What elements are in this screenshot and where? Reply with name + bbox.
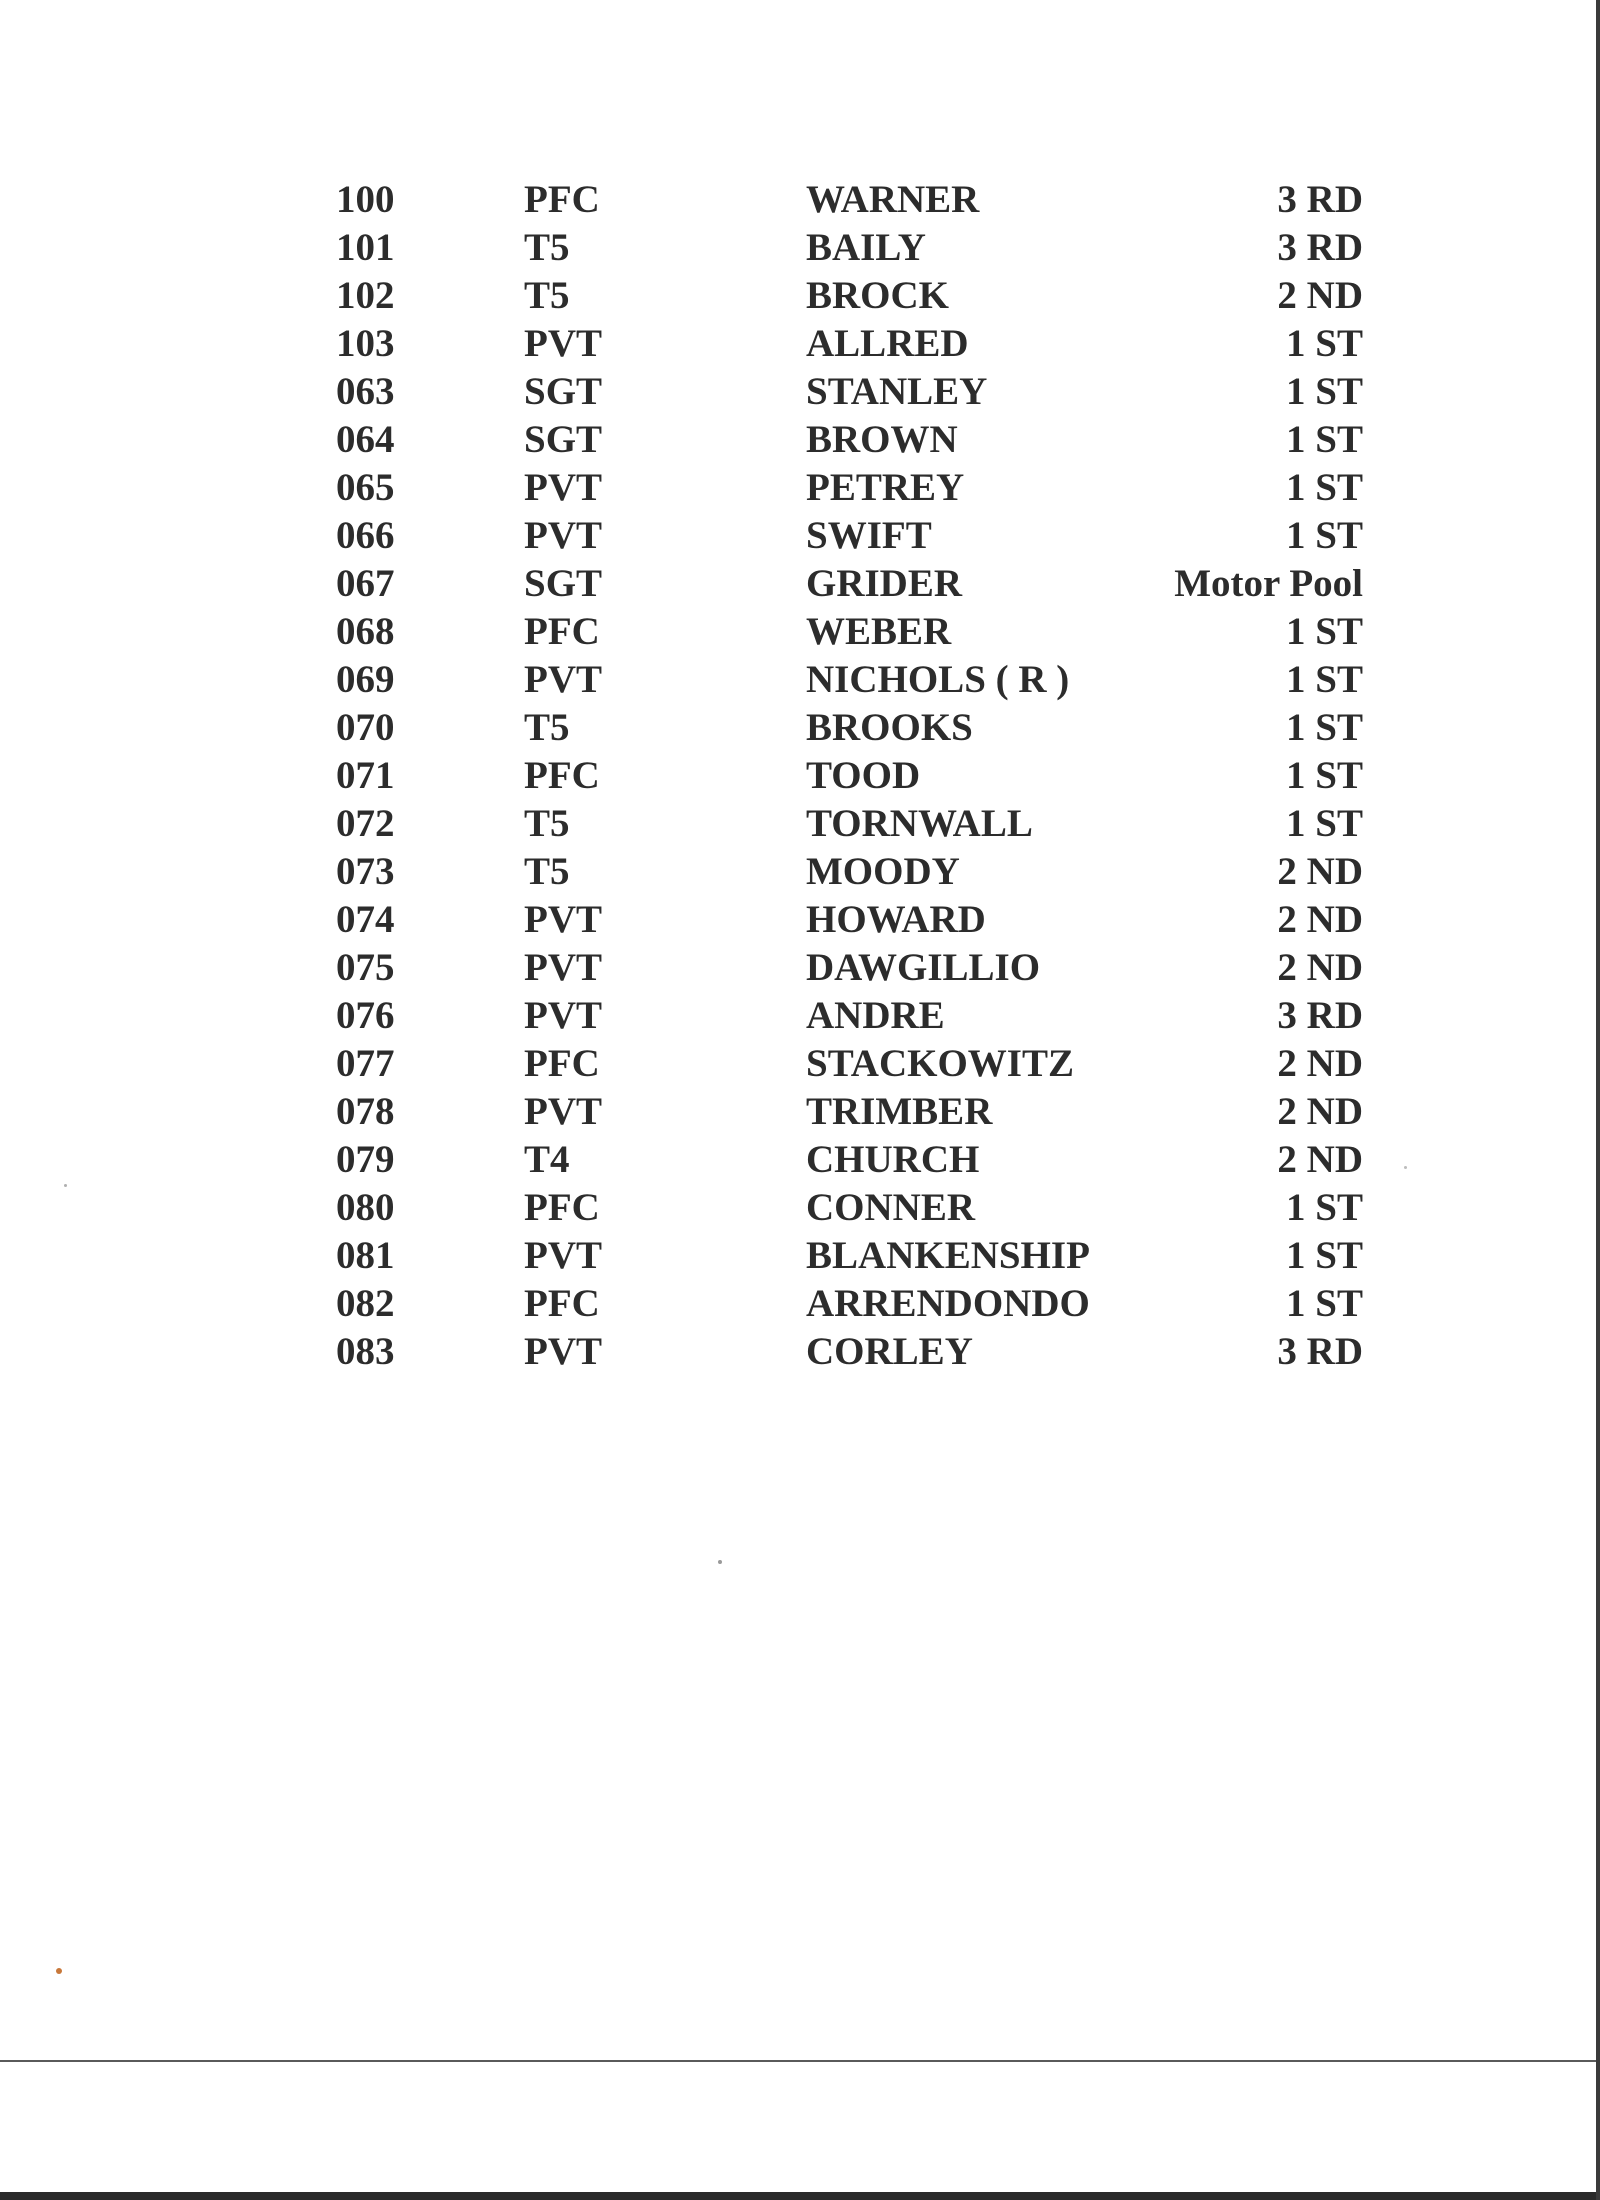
- roster-number: 068: [336, 610, 395, 653]
- roster-name: WARNER: [806, 178, 980, 221]
- roster-platoon: 1 ST: [1286, 514, 1363, 557]
- roster-rank: T5: [524, 706, 570, 749]
- roster-rank: PVT: [524, 322, 602, 365]
- roster-row: [0, 608, 1600, 656]
- roster-platoon: 2 ND: [1277, 898, 1363, 941]
- roster-rank: PVT: [524, 898, 602, 941]
- roster-number: 071: [336, 754, 395, 797]
- roster-name: TORNWALL: [806, 802, 1033, 845]
- roster-rank: PVT: [524, 466, 602, 509]
- roster-row: [0, 560, 1600, 608]
- roster-number: 079: [336, 1138, 395, 1181]
- roster-rank: PFC: [524, 178, 600, 221]
- scan-speck: [56, 1968, 62, 1974]
- roster-number: 102: [336, 274, 395, 317]
- roster-name: GRIDER: [806, 562, 963, 605]
- roster-row: [0, 1040, 1600, 1088]
- roster-name: DAWGILLIO: [806, 946, 1041, 989]
- roster-rank: PVT: [524, 994, 602, 1037]
- roster-name: PETREY: [806, 466, 965, 509]
- roster-row: [0, 272, 1600, 320]
- roster-row: [0, 1232, 1600, 1280]
- roster-platoon: 1 ST: [1286, 658, 1363, 701]
- roster-platoon: 2 ND: [1277, 1138, 1363, 1181]
- roster-row: [0, 416, 1600, 464]
- roster-rank: T5: [524, 802, 570, 845]
- roster-rank: PVT: [524, 1234, 602, 1277]
- roster-platoon: 2 ND: [1277, 946, 1363, 989]
- roster-name: SWIFT: [806, 514, 932, 557]
- roster-row: [0, 1184, 1600, 1232]
- roster-rank: T5: [524, 226, 570, 269]
- roster-rank: PVT: [524, 1330, 602, 1373]
- roster-row: [0, 704, 1600, 752]
- roster-name: TRIMBER: [806, 1090, 993, 1133]
- roster-name: STACKOWITZ: [806, 1042, 1075, 1085]
- roster-number: 074: [336, 898, 395, 941]
- roster-number: 072: [336, 802, 395, 845]
- roster-row: [0, 896, 1600, 944]
- roster-name: BLANKENSHIP: [806, 1234, 1090, 1277]
- scan-speck: [64, 1184, 67, 1187]
- roster-platoon: 1 ST: [1286, 706, 1363, 749]
- roster-number: 064: [336, 418, 395, 461]
- scan-speck: [1404, 1166, 1407, 1169]
- roster-number: 078: [336, 1090, 395, 1133]
- roster-row: [0, 1328, 1600, 1376]
- scan-right-edge: [1596, 0, 1600, 2200]
- scan-speck: [718, 1560, 722, 1564]
- roster-row: [0, 800, 1600, 848]
- roster-rank: PFC: [524, 610, 600, 653]
- roster-name: ANDRE: [806, 994, 945, 1037]
- roster-number: 101: [336, 226, 395, 269]
- roster-number: 083: [336, 1330, 395, 1373]
- roster-platoon: 2 ND: [1277, 850, 1363, 893]
- roster-row: [0, 656, 1600, 704]
- roster-name: CONNER: [806, 1186, 976, 1229]
- roster-platoon: 1 ST: [1286, 418, 1363, 461]
- roster-rank: T5: [524, 850, 570, 893]
- roster-row: [0, 1088, 1600, 1136]
- roster-platoon: 3 RD: [1277, 226, 1363, 269]
- roster-row: [0, 992, 1600, 1040]
- roster-name: BROCK: [806, 274, 950, 317]
- roster-row: [0, 1280, 1600, 1328]
- roster-rank: SGT: [524, 370, 603, 413]
- roster-name: ARRENDONDO: [806, 1282, 1090, 1325]
- roster-platoon: 3 RD: [1277, 178, 1363, 221]
- roster-platoon: 1 ST: [1286, 322, 1363, 365]
- roster-number: 073: [336, 850, 395, 893]
- roster-number: 100: [336, 178, 395, 221]
- roster-platoon: 1 ST: [1286, 1186, 1363, 1229]
- roster-number: 076: [336, 994, 395, 1037]
- roster-row: [0, 368, 1600, 416]
- roster-rank: PVT: [524, 946, 602, 989]
- roster-row: [0, 224, 1600, 272]
- roster-number: 069: [336, 658, 395, 701]
- roster-rank: PFC: [524, 754, 600, 797]
- roster-platoon: 1 ST: [1286, 802, 1363, 845]
- roster-rank: PVT: [524, 658, 602, 701]
- roster-number: 103: [336, 322, 395, 365]
- roster-number: 063: [336, 370, 395, 413]
- roster-rank: PVT: [524, 514, 602, 557]
- roster-rank: PFC: [524, 1282, 600, 1325]
- roster-row: [0, 176, 1600, 224]
- roster-rank: T4: [524, 1138, 570, 1181]
- roster-row: [0, 944, 1600, 992]
- roster-name: WEBER: [806, 610, 952, 653]
- scan-bottom-edge: [0, 2192, 1600, 2200]
- roster-number: 082: [336, 1282, 395, 1325]
- roster-row: [0, 1136, 1600, 1184]
- roster-name: CHURCH: [806, 1138, 980, 1181]
- roster-number: 080: [336, 1186, 395, 1229]
- roster-row: [0, 320, 1600, 368]
- roster-rank: SGT: [524, 562, 603, 605]
- scan-fold-line: [0, 2060, 1600, 2062]
- roster-number: 065: [336, 466, 395, 509]
- roster-number: 077: [336, 1042, 395, 1085]
- roster-number: 081: [336, 1234, 395, 1277]
- roster-rank: SGT: [524, 418, 603, 461]
- roster-name: BAILY: [806, 226, 926, 269]
- roster-row: [0, 512, 1600, 560]
- roster-number: 067: [336, 562, 395, 605]
- roster-name: BROWN: [806, 418, 958, 461]
- roster-rank: PFC: [524, 1186, 600, 1229]
- roster-platoon: 1 ST: [1286, 754, 1363, 797]
- roster-row: [0, 464, 1600, 512]
- roster-name: BROOKS: [806, 706, 973, 749]
- roster-name: ALLRED: [806, 322, 969, 365]
- roster-name: STANLEY: [806, 370, 988, 413]
- roster-row: [0, 848, 1600, 896]
- roster-platoon: 1 ST: [1286, 466, 1363, 509]
- roster-platoon: 1 ST: [1286, 1282, 1363, 1325]
- roster-number: 075: [336, 946, 395, 989]
- roster-name: CORLEY: [806, 1330, 973, 1373]
- roster-platoon: 1 ST: [1286, 1234, 1363, 1277]
- roster-platoon: 2 ND: [1277, 1090, 1363, 1133]
- roster-row: [0, 752, 1600, 800]
- roster-platoon: 3 RD: [1277, 994, 1363, 1037]
- roster-name: TOOD: [806, 754, 921, 797]
- roster-rank: PVT: [524, 1090, 602, 1133]
- roster-platoon: 1 ST: [1286, 610, 1363, 653]
- roster-platoon: 1 ST: [1286, 370, 1363, 413]
- roster-rank: PFC: [524, 1042, 600, 1085]
- roster-platoon: 2 ND: [1277, 274, 1363, 317]
- roster-platoon: Motor Pool: [1174, 562, 1363, 605]
- roster-number: 070: [336, 706, 395, 749]
- roster-rank: T5: [524, 274, 570, 317]
- roster-list: [0, 176, 1600, 1376]
- roster-platoon: 3 RD: [1277, 1330, 1363, 1373]
- roster-number: 066: [336, 514, 395, 557]
- roster-name: NICHOLS ( R ): [806, 658, 1070, 701]
- roster-name: HOWARD: [806, 898, 986, 941]
- roster-name: MOODY: [806, 850, 960, 893]
- roster-platoon: 2 ND: [1277, 1042, 1363, 1085]
